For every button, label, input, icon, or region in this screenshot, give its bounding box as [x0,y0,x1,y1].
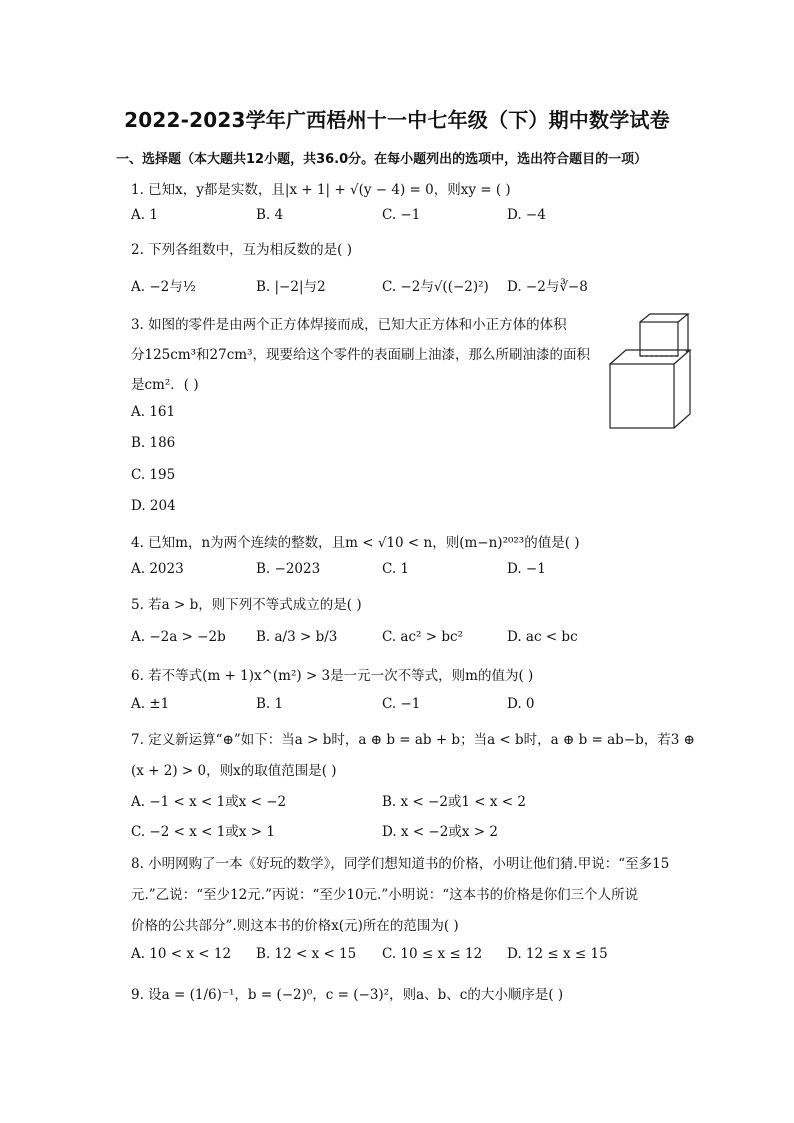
option-a: A. −2a > −2b [131,629,226,645]
option-d: D. 0 [507,696,535,712]
question-2-stem: 2. 下列各组数中，互为相反数的是( ) [131,242,352,258]
option-a: A. 10 < x < 12 [131,946,232,962]
option-d: D. x < −2或x > 2 [382,824,498,840]
question-8-stem-line1: 8. 小明网购了一本《好玩的数学》，同学们想知道书的价格，小明让他们猜.甲说：“至多15 [131,856,670,872]
option-b: B. x < −2或1 < x < 2 [382,794,526,810]
option-d: D. ac < bc [507,629,578,645]
question-7-stem-line2: (x + 2) > 0，则x的取值范围是( ) [131,763,337,779]
option-c: C. 1 [382,561,410,577]
option-c: C. −2 < x < 1或x > 1 [131,824,275,840]
option-b: B. −2023 [256,561,321,577]
question-4-stem: 4. 已知m，n为两个连续的整数，且m < √10 < n，则(m−n)²⁰²³的值是( ) [131,535,580,551]
option-a: A. 1 [131,207,158,223]
big-cube-front [610,364,674,428]
question-5-options [131,629,691,649]
option-a: A. ±1 [131,696,170,712]
question-3-stem-line3: 是cm²．( ) [131,377,199,393]
question-3-stem-line2: 分125cm³和27cm³，现要给这个零件的表面刷上油漆，那么所刷油漆的面积 [131,347,590,363]
option-a: A. −2与½ [131,279,196,295]
cube-figure [606,312,696,432]
question-3-option-a: A. 161 [131,404,176,420]
question-8-stem-line3: 价格的公共部分”.则这本书的价格x(元)所在的范围为( ) [131,918,459,934]
question-6-stem: 6. 若不等式(m + 1)x^(m²) > 3是一元一次不等式，则m的值为( ) [131,668,534,684]
question-5-stem: 5. 若a > b，则下列不等式成立的是( ) [131,597,362,613]
small-cube-front [640,322,678,356]
option-b: B. 1 [256,696,284,712]
option-d: D. −1 [507,561,546,577]
question-4-options [131,561,691,581]
question-3-option-c: C. 195 [131,467,176,483]
question-7-options-row2 [131,820,691,840]
option-c: C. 10 ≤ x ≤ 12 [382,946,483,962]
question-9-stem: 9. 设a = (1/6)⁻¹，b = (−2)⁰，c = (−3)²，则a、b、c的大小顺序是( ) [131,987,564,1003]
question-2-options [131,275,691,295]
option-c: C. −1 [382,696,421,712]
question-3-stem-line1: 3. 如图的零件是由两个正方体焊接而成，已知大正方体和小正方体的体积 [131,317,567,333]
section-header: 一、选择题（本大题共12小题，共36.0分。在每小题列出的选项中，选出符合题目的一项） [116,152,648,167]
option-d: D. −4 [507,207,546,223]
option-d: D. 12 ≤ x ≤ 15 [507,946,608,962]
question-3-option-b: B. 186 [131,435,176,451]
question-3-option-d: D. 204 [131,498,176,514]
question-7-stem-line1: 7. 定义新运算“⊕”如下：当a > b时，a ⊕ b = ab + b；当a < b时，a ⊕ b = ab−b，若3 ⊕ [131,732,695,748]
option-c: C. −2与√((−2)²) [382,279,489,295]
option-b: B. |−2|与2 [256,279,326,295]
option-a: A. −1 < x < 1或x < −2 [131,794,287,810]
question-8-stem-line2: 元.”乙说：“至少12元.”丙说：“至少10元.”小明说：“这本书的价格是你们三个人所说 [131,887,639,903]
question-6-options [131,696,691,716]
question-1-options [131,207,691,227]
option-b: B. 12 < x < 15 [256,946,357,962]
question-8-options [131,946,691,966]
small-cube-side [686,314,688,352]
question-7-options-row1 [131,790,691,810]
page-title: 2022-2023学年广西梧州十一中七年级（下）期中数学试卷 [124,108,670,132]
option-b: B. a/3 > b/3 [256,629,338,645]
option-a: A. 2023 [131,561,184,577]
option-c: C. −1 [382,207,421,223]
option-c: C. ac² > bc² [382,629,463,645]
small-cube-top [640,314,688,322]
option-d: D. −2与∛−8 [507,279,588,295]
question-1-stem: 1. 已知x，y都是实数，且|x + 1| + √(y − 4) = 0，则xy = ( ) [131,182,511,198]
option-b: B. 4 [256,207,284,223]
